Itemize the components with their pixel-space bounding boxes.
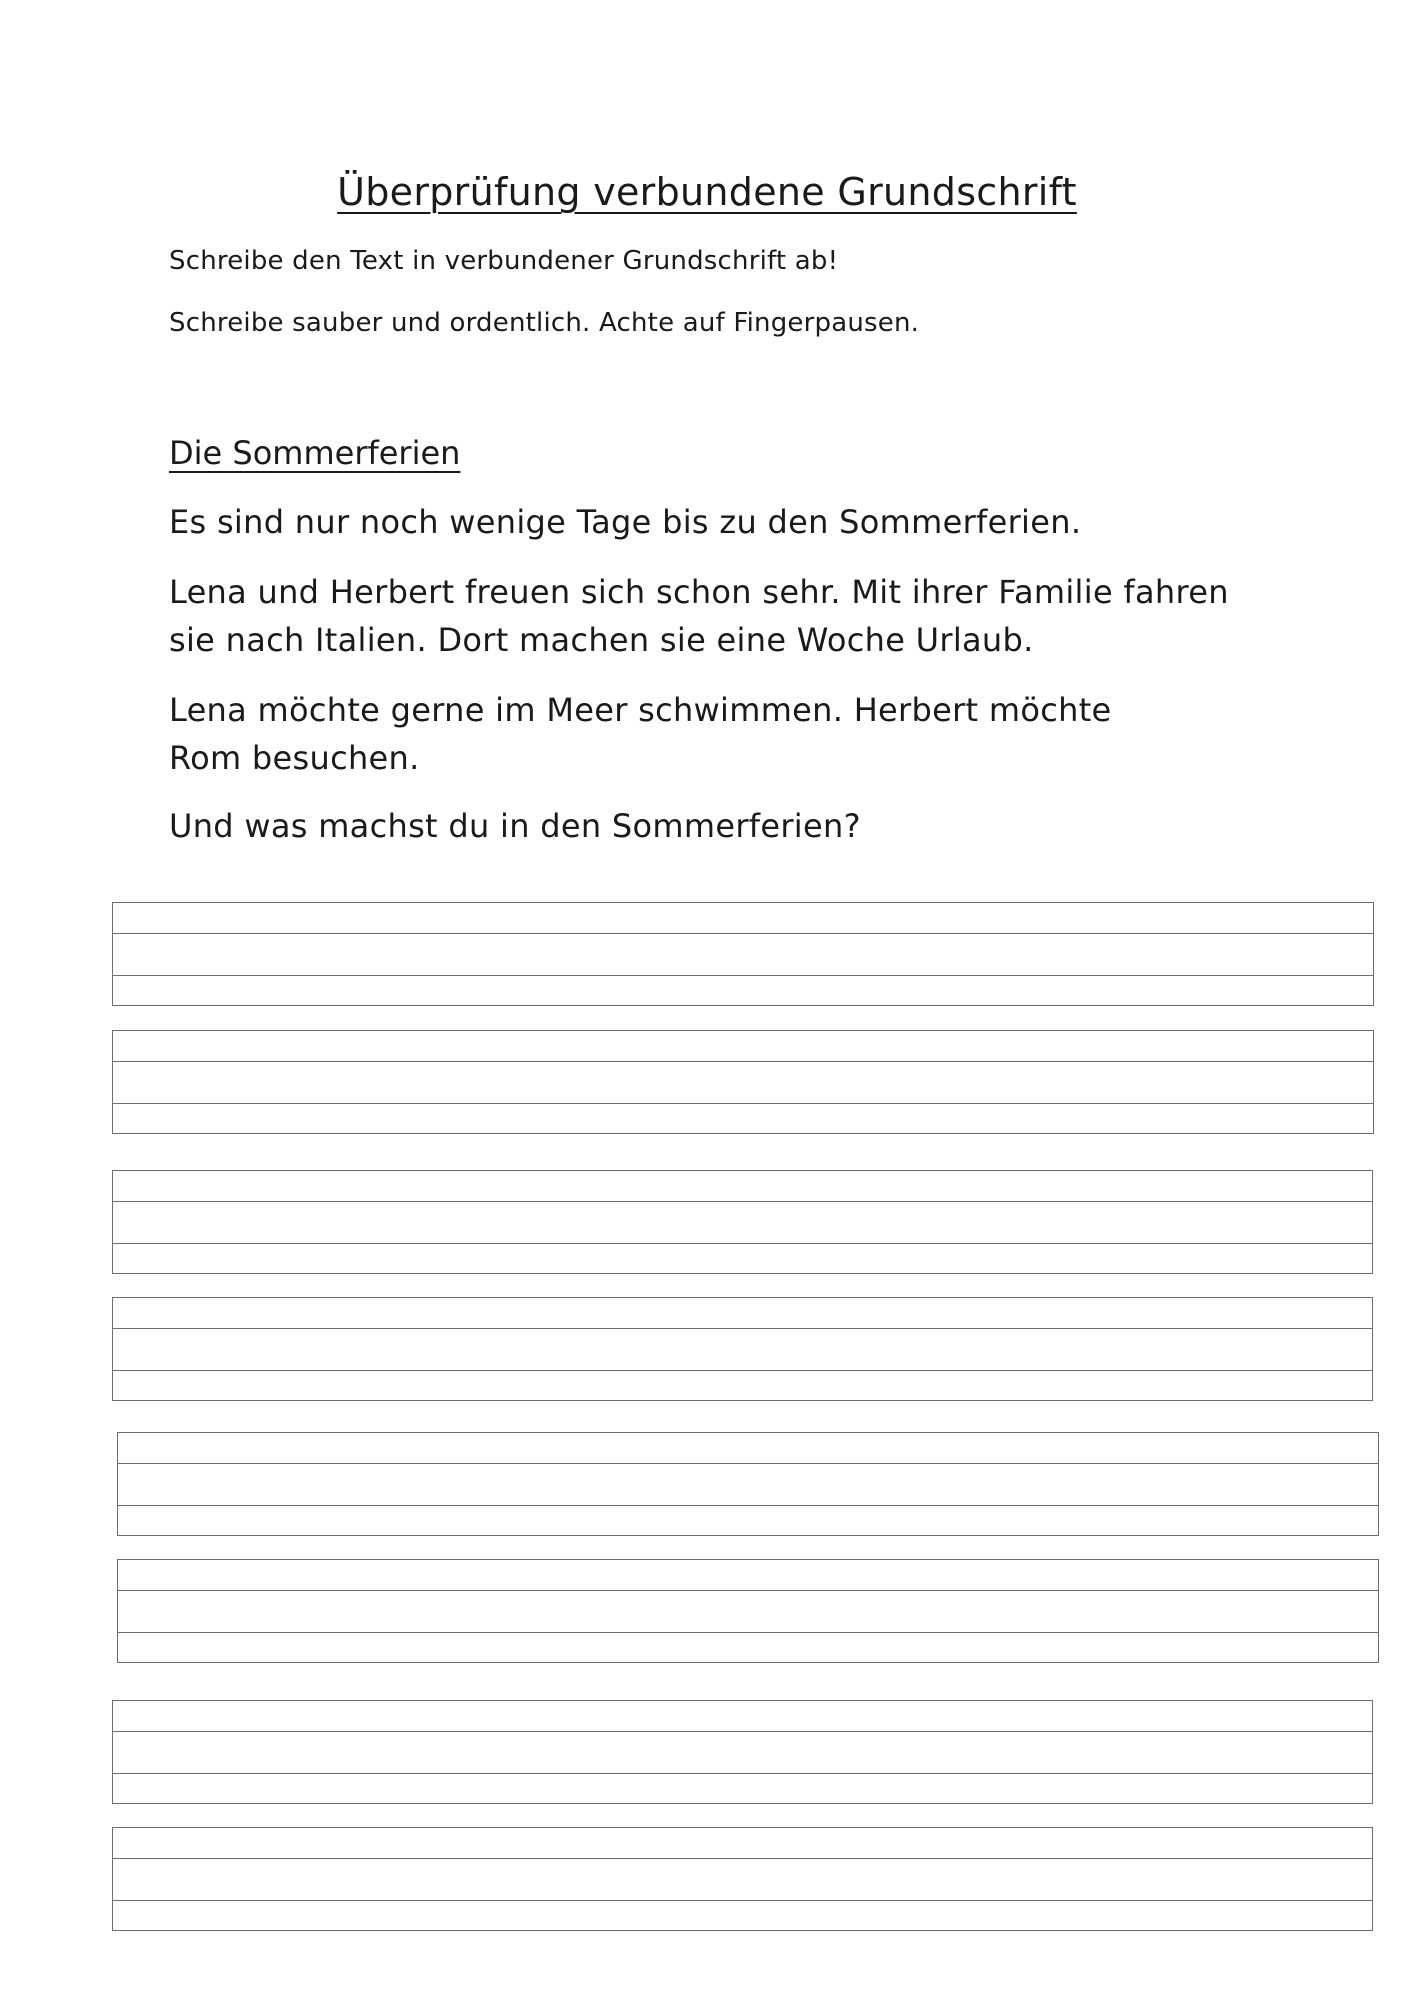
worksheet-title: Überprüfung verbundene Grundschrift bbox=[337, 170, 1077, 214]
writing-rule bbox=[113, 1103, 1373, 1104]
writing-lines-2[interactable] bbox=[112, 1030, 1374, 1134]
story-paragraph-4: Und was machst du in den Sommerferien? bbox=[169, 807, 861, 845]
writing-lines-5[interactable] bbox=[117, 1432, 1379, 1536]
writing-rule bbox=[113, 933, 1373, 934]
writing-rule bbox=[113, 1731, 1372, 1732]
instruction-write-neatly: Schreibe sauber und ordentlich. Achte auf Fingerpausen. bbox=[169, 308, 920, 338]
story-paragraph-1: Es sind nur noch wenige Tage bis zu den Sommerferien. bbox=[169, 503, 1082, 541]
writing-rule bbox=[113, 1370, 1372, 1371]
writing-lines-7[interactable] bbox=[112, 1700, 1373, 1804]
writing-lines-4[interactable] bbox=[112, 1297, 1373, 1401]
writing-lines-8[interactable] bbox=[112, 1827, 1373, 1931]
writing-rule bbox=[118, 1632, 1378, 1633]
writing-rule bbox=[113, 1328, 1372, 1329]
story-paragraph-3: Lena möchte gerne im Meer schwimmen. Herbert möchte Rom besuchen. bbox=[169, 691, 1112, 777]
writing-rule bbox=[113, 1201, 1372, 1202]
writing-lines-6[interactable] bbox=[117, 1559, 1379, 1663]
writing-rule bbox=[118, 1505, 1378, 1506]
writing-rule bbox=[113, 1773, 1372, 1774]
writing-rule bbox=[118, 1590, 1378, 1591]
writing-lines-3[interactable] bbox=[112, 1170, 1373, 1274]
instruction-copy-text: Schreibe den Text in verbundener Grundschrift ab! bbox=[169, 246, 839, 276]
writing-rule bbox=[113, 1858, 1372, 1859]
writing-rule bbox=[113, 975, 1373, 976]
writing-rule bbox=[113, 1243, 1372, 1244]
story-heading: Die Sommerferien bbox=[169, 434, 461, 472]
writing-rule bbox=[118, 1463, 1378, 1464]
writing-lines-1[interactable] bbox=[112, 902, 1374, 1006]
writing-rule bbox=[113, 1061, 1373, 1062]
story-paragraph-2: Lena und Herbert freuen sich schon sehr. Mit ihrer Familie fahren sie nach Italien. Dort machen sie eine Woche Urlaub. bbox=[169, 573, 1229, 659]
writing-rule bbox=[113, 1900, 1372, 1901]
